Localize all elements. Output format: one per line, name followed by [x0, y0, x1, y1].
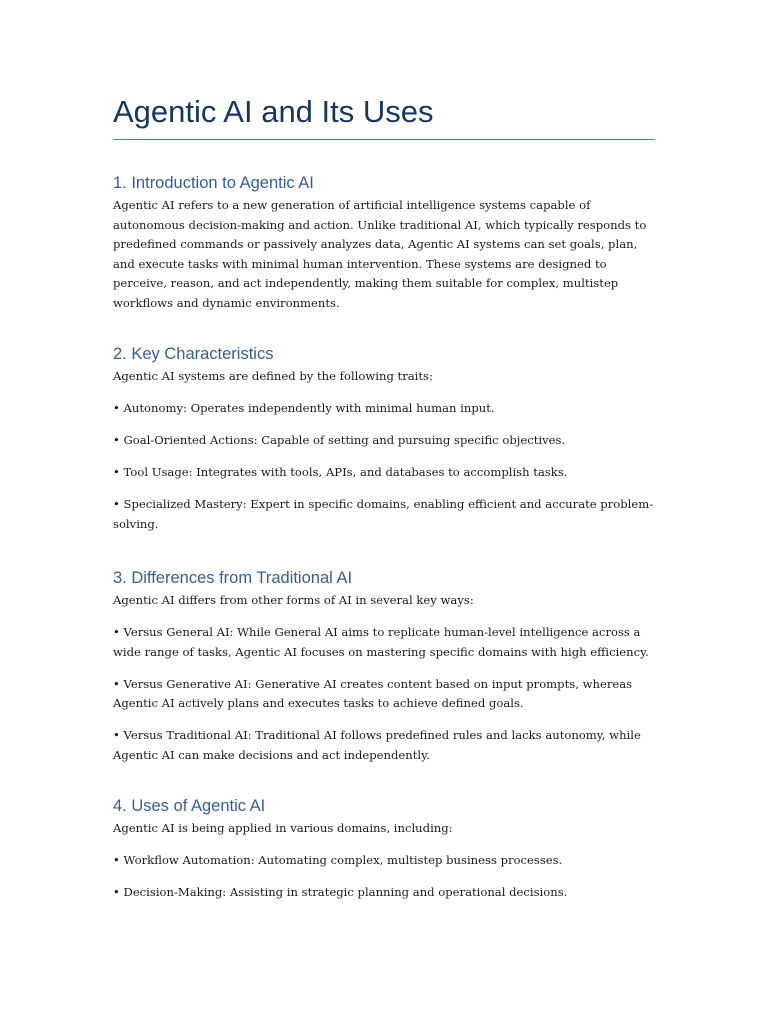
section-heading: 1. Introduction to Agentic AI [113, 174, 314, 192]
title-underline [113, 139, 655, 140]
bullet-item-autonomy: • Autonomy: Operates independently with minimal human input. [113, 401, 495, 415]
bullet-item-general-ai: • Versus General AI: While General AI aims to replicate human-level intelligence across a wide range of tasks, Agentic AI focuses on mastering specific domains with high efficiency. [113, 625, 649, 659]
section-key-characteristics [113, 343, 655, 534]
bullet-item-goal-oriented: • Goal-Oriented Actions: Capable of setting and pursuing specific objectives. [113, 433, 566, 447]
section-paragraph: Agentic AI systems are defined by the following traits: [113, 369, 433, 383]
bullet-item-workflow-automation: • Workflow Automation: Automating complex, multistep business processes. [113, 853, 563, 867]
section-heading: 4. Uses of Agentic AI [113, 797, 266, 815]
document-title: Agentic AI and Its Uses [113, 94, 434, 129]
section-differences [113, 567, 655, 765]
bullet-item-traditional-ai: • Versus Traditional AI: Traditional AI follows predefined rules and lacks autonomy, while Agentic AI can make decisions and act independently. [113, 728, 641, 762]
section-heading: 3. Differences from Traditional AI [113, 569, 353, 587]
bullet-item-generative-ai: • Versus Generative AI: Generative AI creates content based on input prompts, whereas Agentic AI actively plans and executes tasks to achieve defined goals. [113, 676, 633, 710]
section-uses [113, 795, 655, 903]
section-heading: 2. Key Characteristics [113, 345, 274, 363]
bullet-item-tool-usage: • Tool Usage: Integrates with tools, APIs, and databases to accomplish tasks. [113, 465, 568, 479]
bullet-item-decision-making: • Decision-Making: Assisting in strategic planning and operational decisions. [113, 885, 568, 899]
section-introduction [113, 172, 655, 313]
section-paragraph: Agentic AI differs from other forms of AI in several key ways: [113, 593, 474, 607]
bullet-item-specialized-mastery: • Specialized Mastery: Expert in specific domains, enabling efficient and accurate problem-solving. [113, 497, 654, 531]
section-paragraph: Agentic AI is being applied in various domains, including: [113, 821, 453, 835]
section-paragraph: Agentic AI refers to a new generation of artificial intelligence systems capable of autonomous decision-making and action. Unlike traditional AI, which typically responds to predefined commands or passively analyzes data, Agentic AI systems can set goals, plan, and execute tasks with minimal human intervention. These systems are designed to perceive, reason, and act independently, making them suitable for complex, multistep workflows and dynamic environments. [113, 198, 647, 310]
